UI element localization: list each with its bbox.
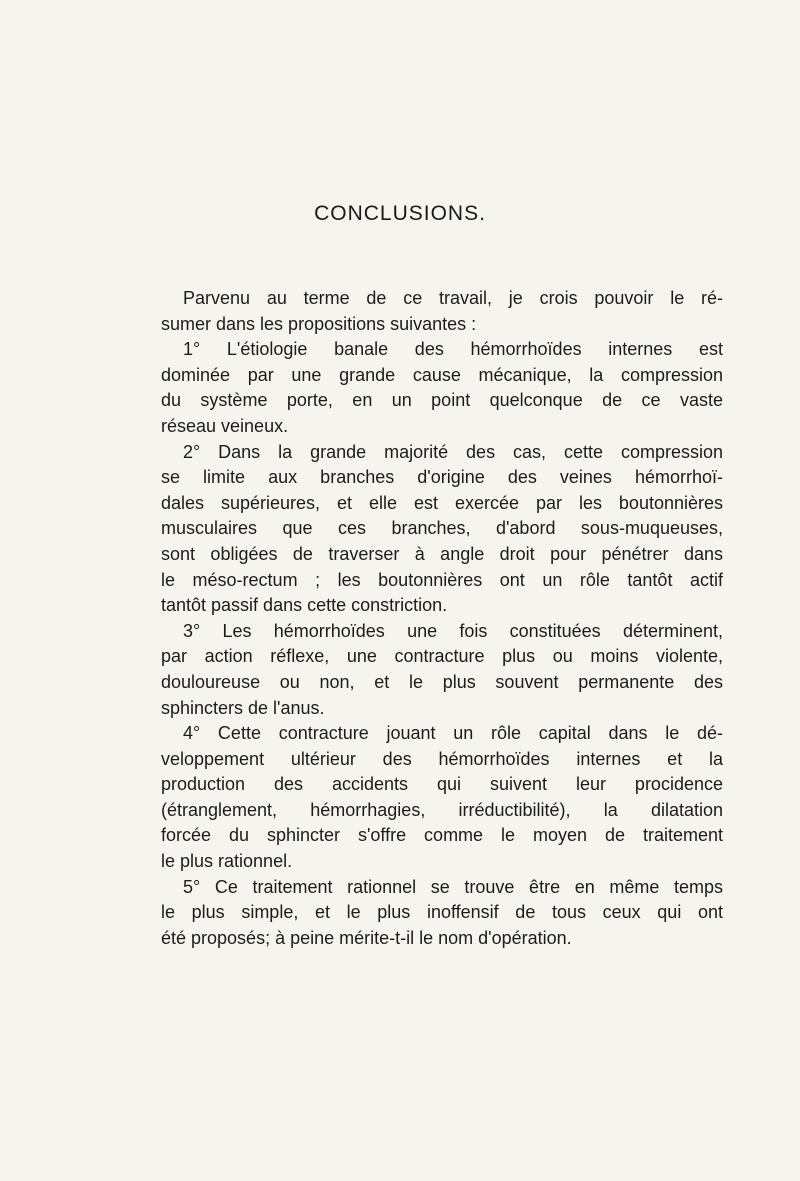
text-line: sumer dans les propositions suivantes : [161, 313, 477, 334]
text-line: production des accidents qui suivent leur procidence [161, 774, 723, 795]
text-line: été proposés; à peine mérite-t-il le nom d'opération. [161, 927, 572, 948]
text-line: 4° Cette contracture jouant un rôle capital dans le dé- [183, 723, 723, 744]
text-line: 2° Dans la grande majorité des cas, cette compression [183, 441, 723, 462]
text-line: forcée du sphincter s'offre comme le moyen de traitement [161, 825, 723, 846]
text-line: dominée par une grande cause mécanique, la compression [161, 364, 723, 385]
text-line: 5° Ce traitement rationnel se trouve être en même temps [183, 876, 723, 897]
text-line: (étranglement, hémorrhagies, irréductibilité), la dilatation [161, 799, 723, 820]
page-title: CONCLUSIONS. [314, 202, 486, 225]
text-line: du système porte, en un point quelconque de ce vaste [161, 390, 723, 411]
text-line: 3° Les hémorrhoïdes une fois constituées déterminent, [183, 620, 723, 641]
text-line: sphincters de l'anus. [161, 697, 325, 718]
text-line: le plus simple, et le plus inoffensif de tous ceux qui ont [161, 902, 723, 923]
text-line: se limite aux branches d'origine des veines hémorrhoï- [161, 467, 723, 488]
text-line: 1° L'étiologie banale des hémorrhoïdes internes est [183, 339, 723, 360]
text-line: le méso-rectum ; les boutonnières ont un rôle tantôt actif [161, 569, 723, 590]
text-line: veloppement ultérieur des hémorrhoïdes internes et la [161, 748, 723, 769]
text-line: par action réflexe, une contracture plus ou moins violente, [161, 646, 723, 667]
text-line: Parvenu au terme de ce travail, je crois pouvoir le ré- [183, 288, 723, 308]
text-line: le plus rationnel. [161, 851, 293, 872]
text-line: tantôt passif dans cette constriction. [161, 595, 448, 616]
text-line: sont obligées de traverser à angle droit pour pénétrer dans [161, 543, 723, 564]
text-line: musculaires que ces branches, d'abord sous-muqueuses, [161, 518, 723, 539]
text-line: réseau veineux. [161, 415, 289, 436]
text-line: douloureuse ou non, et le plus souvent permanente des [161, 671, 723, 692]
conclusions-body [161, 286, 723, 951]
text-line: dales supérieures, et elle est exercée par les boutonnières [161, 492, 723, 513]
